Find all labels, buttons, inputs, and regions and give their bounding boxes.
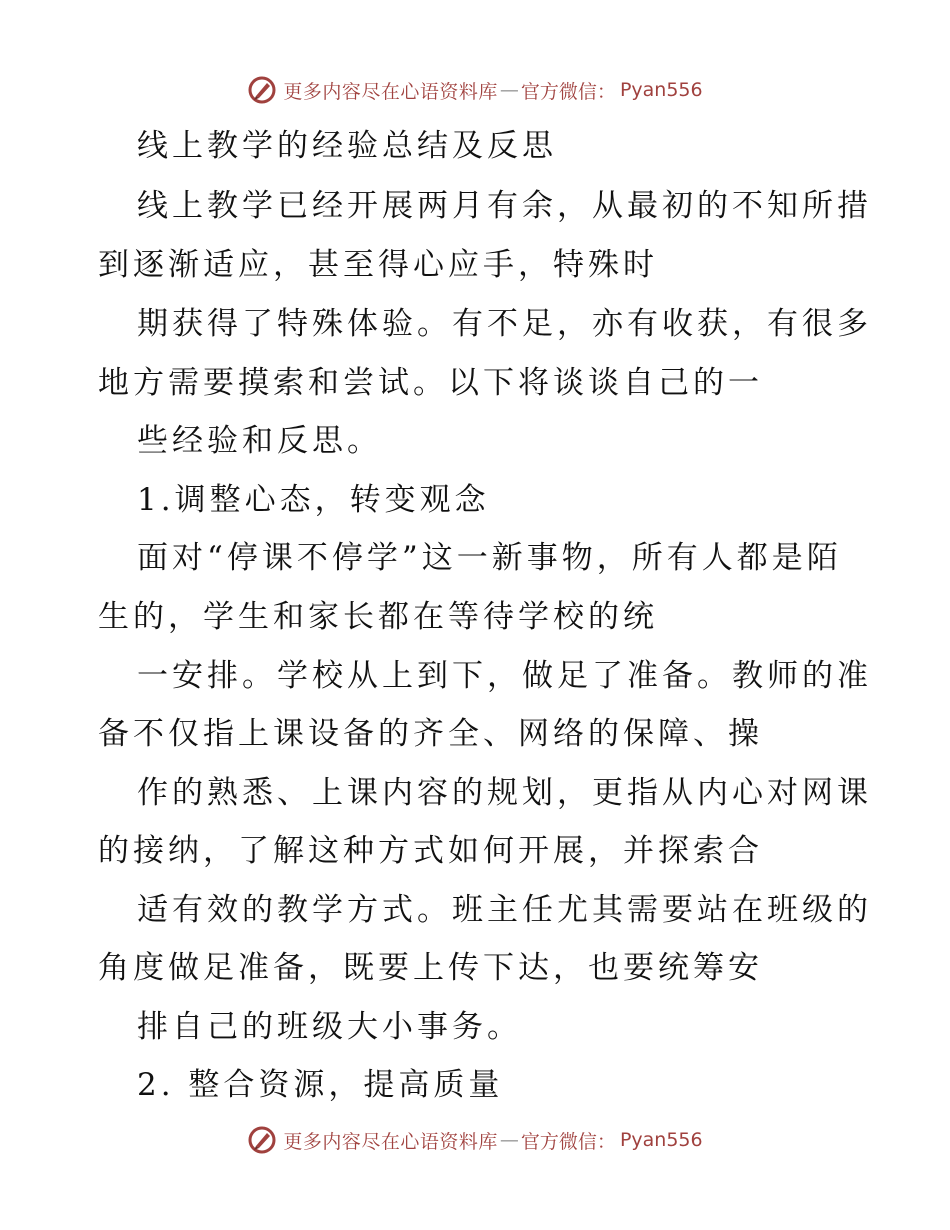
paragraph-line: 一安排。学校从上到下，做足了准备。教师的准 [137,658,872,694]
paragraph-line: 排自己的班级大小事务。 [137,1009,522,1045]
pen-logo-icon [247,75,277,105]
banner-wechat-label: 官方微信： [520,1130,616,1153]
banner-wechat-id: Pyan556 [619,79,703,101]
paragraph-line: 备不仅指上课设备的齐全、网络的保障、操 [98,716,763,752]
banner-separator: — [499,1129,519,1151]
section-heading: 2. 整合资源，提高质量 [137,1067,504,1103]
paragraph-line: 到逐渐适应，甚至得心应手，特殊时 [98,247,658,283]
paragraph-line: 线上教学已经开展两月有余，从最初的不知所措 [137,188,872,224]
paragraph-line: 面对“停课不停学”这一新事物，所有人都是陌 [137,540,842,576]
banner-promo-text: 更多内容尽在心语资料库 [283,1130,498,1153]
footer-banner [0,1120,950,1160]
banner-wechat-id: Pyan556 [619,1129,703,1151]
section-heading: 1.调整心态，转变观念 [137,482,490,518]
paragraph-line: 作的熟悉、上课内容的规划，更指从内心对网课 [137,775,872,811]
paragraph-line: 生的，学生和家长都在等待学校的统 [98,599,658,635]
banner-wechat-label: 官方微信： [520,80,616,103]
document-title: 线上教学的经验总结及反思 [137,128,557,164]
banner-promo-text: 更多内容尽在心语资料库 [283,80,498,103]
paragraph-line: 角度做足准备，既要上传下达，也要统筹安 [98,950,763,986]
paragraph-line: 地方需要摸索和尝试。以下将谈谈自己的一 [98,365,763,401]
header-banner [0,70,950,110]
paragraph-line: 期获得了特殊体验。有不足，亦有收获，有很多 [137,306,872,342]
paragraph-line: 的接纳，了解这种方式如何开展，并探索合 [98,833,763,869]
paragraph-line: 适有效的教学方式。班主任尤其需要站在班级的 [137,892,872,928]
pen-logo-icon [247,1125,277,1155]
paragraph-line: 些经验和反思。 [137,423,382,459]
banner-separator: — [499,79,519,101]
